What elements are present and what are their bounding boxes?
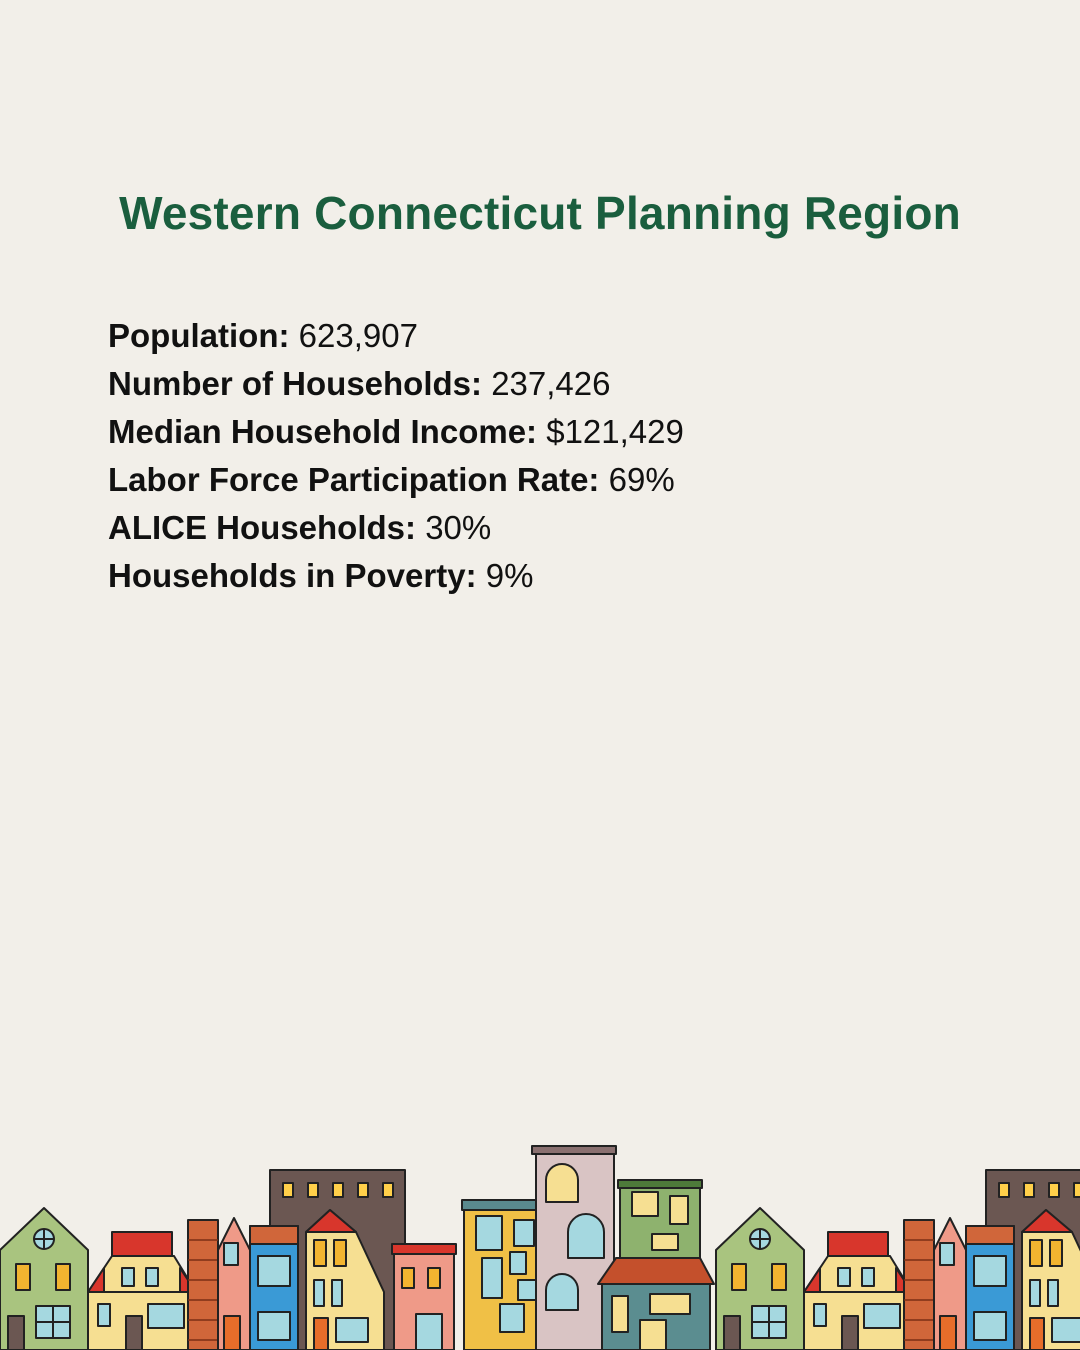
stat-label: ALICE Households: — [108, 509, 417, 546]
stat-labor-force — [108, 458, 684, 506]
stat-label: Median Household Income: — [108, 413, 538, 450]
stat-value: 237,426 — [491, 365, 611, 402]
stat-value: $121,429 — [546, 413, 684, 450]
stat-label: Labor Force Participation Rate: — [108, 461, 600, 498]
stat-poverty — [108, 554, 684, 602]
stat-population — [108, 314, 684, 362]
stat-median-income — [108, 410, 684, 458]
house-group — [0, 1170, 456, 1350]
townhouses-illustration — [0, 1130, 1080, 1350]
stat-value: 9% — [485, 557, 534, 594]
stat-value: 623,907 — [298, 317, 418, 354]
stats-list — [108, 314, 684, 602]
page-title: Western Connecticut Planning Region — [119, 187, 961, 239]
stat-value: 69% — [608, 461, 675, 498]
stat-households — [108, 362, 684, 410]
stat-label: Population: — [108, 317, 290, 354]
stat-label: Number of Households: — [108, 365, 483, 402]
stat-alice — [108, 506, 684, 554]
stat-label: Households in Poverty: — [108, 557, 477, 594]
stat-value: 30% — [425, 509, 492, 546]
